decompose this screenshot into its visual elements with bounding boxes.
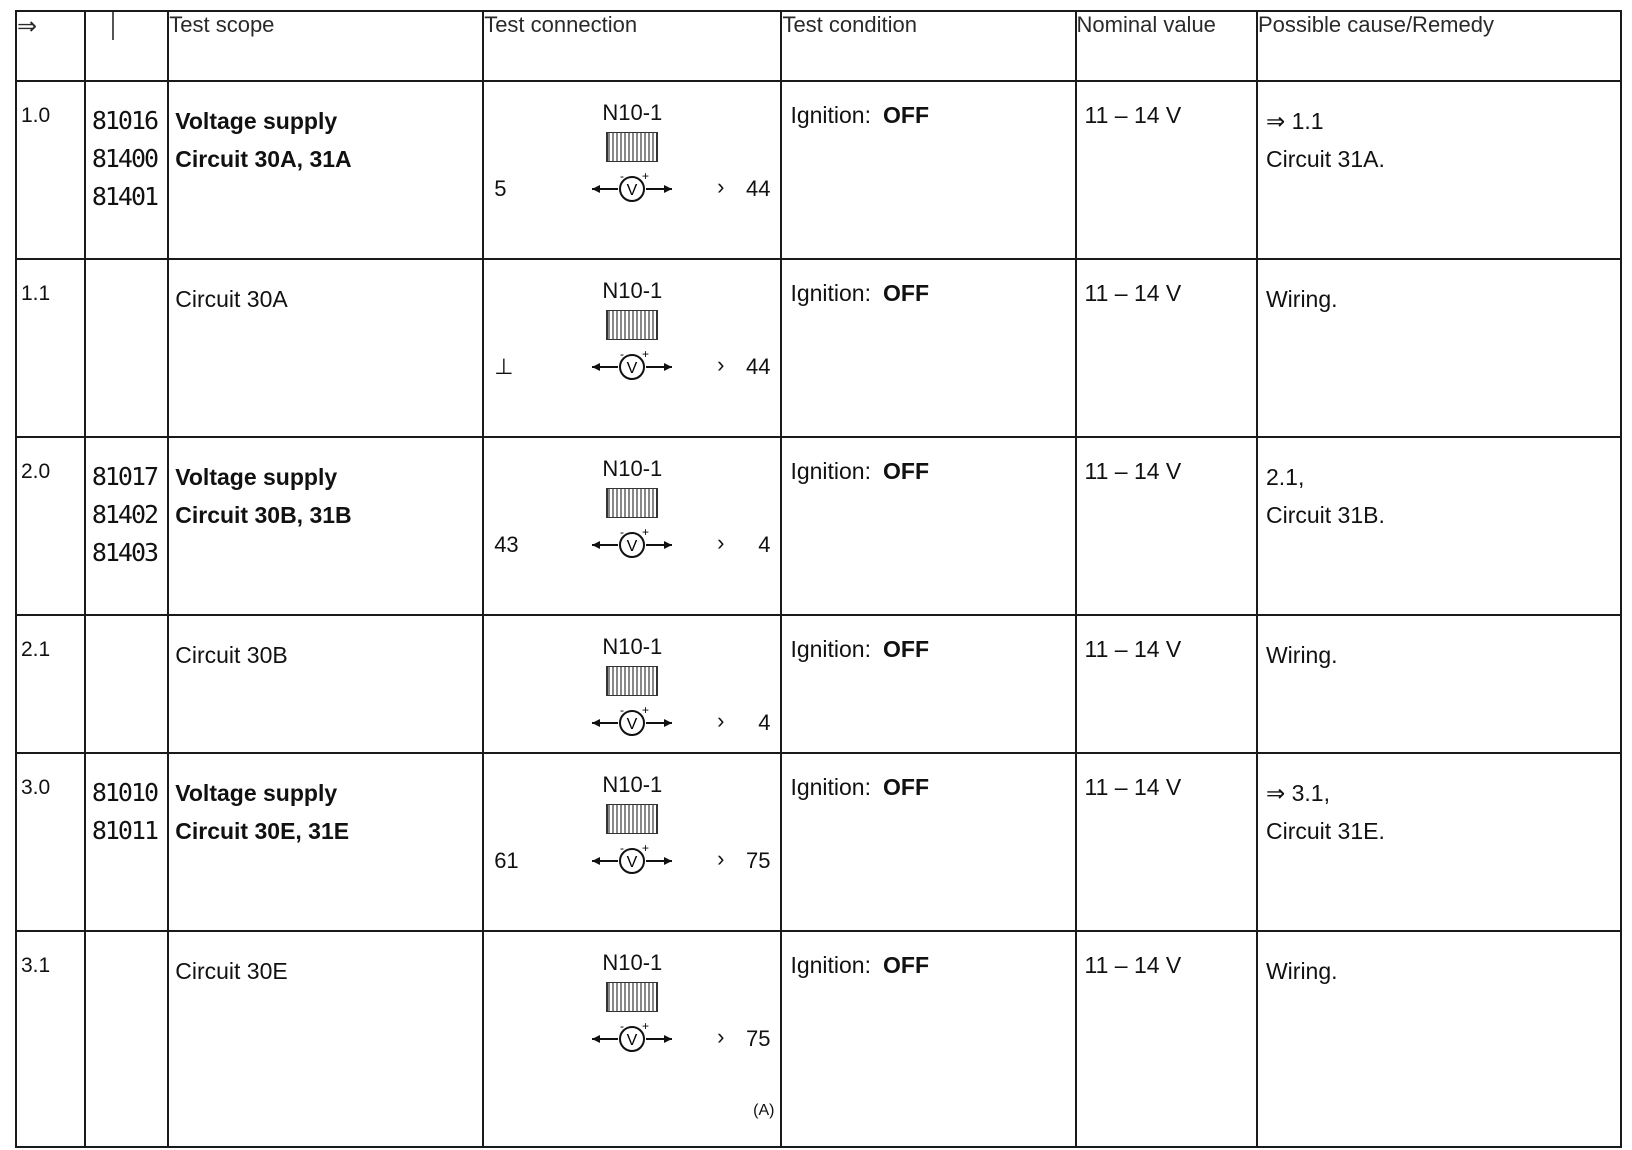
nominal-value: 11 – 14 V (1076, 437, 1257, 615)
fault-codes (85, 931, 168, 1147)
test-condition (781, 931, 1075, 1147)
test-connection (483, 437, 781, 615)
cause-line: Circuit 31A. (1265, 146, 1385, 172)
cause-line: Wiring. (1265, 642, 1338, 668)
step-number: 2.1 (16, 615, 85, 753)
header-possible-cause: Possible cause/Remedy (1257, 11, 1621, 81)
connection-diagram (484, 260, 780, 420)
test-scope-line: Voltage supply (175, 780, 338, 806)
connector-icon (606, 132, 658, 162)
connection-diagram (484, 754, 780, 914)
test-scope (168, 753, 483, 931)
voltmeter-icon (590, 350, 674, 384)
test-condition (781, 615, 1075, 753)
svg-text:-: - (620, 1022, 625, 1033)
table-row (16, 259, 1621, 437)
header-nominal-value: Nominal value (1076, 11, 1257, 81)
step-number: 1.0 (16, 81, 85, 259)
connector-label: N10-1 (602, 456, 663, 481)
connector-label: N10-1 (602, 100, 663, 125)
condition-label: Ignition: (790, 102, 871, 128)
fault-code: 81403 (91, 538, 158, 567)
table-row (16, 931, 1621, 1147)
step-number: 2.0 (16, 437, 85, 615)
fault-code: 81010 (91, 778, 158, 807)
pin-bracket-icon: › (717, 530, 725, 555)
test-scope-line: Circuit 30A, 31A (175, 146, 352, 172)
pin-left: 61 (494, 848, 519, 873)
table-row (16, 81, 1621, 259)
pin-left: 43 (494, 532, 519, 557)
test-scope (168, 259, 483, 437)
fault-codes (85, 81, 168, 259)
svg-text:-: - (620, 172, 625, 183)
svg-text:V: V (626, 538, 638, 555)
test-scope-line: Voltage supply (175, 464, 338, 490)
pin-right: 75 (745, 848, 771, 873)
connector-icon (606, 804, 658, 834)
test-scope (168, 615, 483, 753)
cause-line: Wiring. (1265, 958, 1338, 984)
fault-codes (85, 437, 168, 615)
svg-text:+: + (642, 1022, 650, 1033)
svg-text:+: + (642, 844, 650, 855)
test-condition (781, 437, 1075, 615)
header-test-connection: Test connection (483, 11, 781, 81)
connection-diagram (484, 438, 780, 598)
pin-bracket-icon: › (717, 352, 725, 377)
nominal-value: 11 – 14 V (1076, 259, 1257, 437)
condition-label: Ignition: (790, 636, 871, 662)
test-condition (781, 753, 1075, 931)
connector-icon (606, 982, 658, 1012)
possible-cause (1257, 437, 1621, 615)
fault-code: 81017 (91, 462, 158, 491)
voltmeter-icon (590, 1022, 674, 1056)
svg-text:-: - (620, 706, 625, 717)
test-scope-line: Circuit 30B (175, 642, 288, 668)
voltmeter-icon (590, 528, 674, 562)
condition-state: OFF (883, 636, 929, 662)
test-scope (168, 81, 483, 259)
pin-bracket-icon: › (717, 174, 725, 199)
svg-text:+: + (642, 706, 650, 717)
cause-line: ⇒ 1.1 (1265, 108, 1324, 134)
svg-text:-: - (620, 844, 625, 855)
step-number: 3.1 (16, 931, 85, 1147)
cause-line: Wiring. (1265, 286, 1338, 312)
pin-right: 44 (745, 354, 771, 379)
svg-text:V: V (626, 360, 638, 377)
svg-text:-: - (620, 350, 625, 361)
svg-text:V: V (626, 1032, 638, 1049)
test-connection (483, 753, 781, 931)
pin-right: 75 (745, 1026, 771, 1051)
pin-left: ⊥ (494, 354, 514, 379)
condition-state: OFF (883, 458, 929, 484)
header-test-scope: Test scope (168, 11, 483, 81)
connection-note: (A) (753, 1102, 775, 1119)
condition-label: Ignition: (790, 458, 871, 484)
table-row (16, 615, 1621, 753)
nominal-value: 11 – 14 V (1076, 753, 1257, 931)
connector-icon (606, 310, 658, 340)
test-connection (483, 931, 781, 1147)
code-column-icon (94, 12, 114, 40)
cause-line: Circuit 31E. (1265, 818, 1385, 844)
connection-diagram (484, 616, 780, 776)
condition-label: Ignition: (790, 952, 871, 978)
test-connection (483, 615, 781, 753)
connector-label: N10-1 (602, 950, 663, 975)
connection-diagram (484, 82, 780, 242)
condition-state: OFF (883, 774, 929, 800)
svg-text:+: + (642, 172, 650, 183)
fault-codes (85, 753, 168, 931)
test-condition (781, 81, 1075, 259)
condition-state: OFF (883, 280, 929, 306)
test-scope-line: Voltage supply (175, 108, 338, 134)
connection-diagram (484, 932, 780, 1119)
fault-code: 81016 (91, 106, 158, 135)
header-test-condition: Test condition (781, 11, 1075, 81)
arrow-right-icon: ⇒ (17, 13, 38, 40)
nominal-value: 11 – 14 V (1076, 931, 1257, 1147)
fault-codes (85, 259, 168, 437)
fault-codes (85, 615, 168, 753)
svg-text:+: + (642, 528, 650, 539)
test-scope-line: Circuit 30B, 31B (175, 502, 352, 528)
test-scope (168, 931, 483, 1147)
test-condition (781, 259, 1075, 437)
connector-label: N10-1 (602, 634, 663, 659)
svg-text:V: V (626, 716, 638, 733)
voltmeter-icon (590, 844, 674, 878)
cause-line: ⇒ 3.1, (1265, 780, 1330, 806)
connector-icon (606, 666, 658, 696)
cause-line: Circuit 31B. (1265, 502, 1385, 528)
test-scope (168, 437, 483, 615)
header-code-icon (85, 11, 168, 81)
nominal-value: 11 – 14 V (1076, 615, 1257, 753)
svg-text:+: + (642, 350, 650, 361)
pin-right: 44 (745, 176, 771, 201)
condition-state: OFF (883, 952, 929, 978)
fault-code: 81011 (91, 816, 158, 845)
test-scope-line: Circuit 30E (175, 958, 288, 984)
header-arrow (16, 11, 85, 81)
pin-bracket-icon: › (717, 846, 725, 871)
pin-left: 5 (494, 176, 507, 201)
table-row (16, 753, 1621, 931)
possible-cause (1257, 753, 1621, 931)
svg-text:-: - (620, 528, 625, 539)
connector-icon (606, 488, 658, 518)
possible-cause (1257, 81, 1621, 259)
step-number: 3.0 (16, 753, 85, 931)
diagnosis-table (15, 10, 1622, 1148)
fault-code: 81401 (91, 182, 158, 211)
pin-right: 4 (758, 710, 771, 735)
cause-line: 2.1, (1265, 464, 1305, 490)
table-row (16, 437, 1621, 615)
connector-label: N10-1 (602, 278, 663, 303)
pin-bracket-icon: › (717, 708, 725, 733)
condition-label: Ignition: (790, 280, 871, 306)
possible-cause (1257, 931, 1621, 1147)
possible-cause (1257, 259, 1621, 437)
table-header-row (16, 11, 1621, 81)
pin-bracket-icon: › (717, 1024, 725, 1049)
condition-label: Ignition: (790, 774, 871, 800)
voltmeter-icon (590, 706, 674, 740)
step-number: 1.1 (16, 259, 85, 437)
voltmeter-icon (590, 172, 674, 206)
pin-right: 4 (758, 532, 771, 557)
test-scope-line: Circuit 30E, 31E (175, 818, 350, 844)
possible-cause (1257, 615, 1621, 753)
test-scope-line: Circuit 30A (175, 286, 288, 312)
svg-text:V: V (626, 854, 638, 871)
test-connection (483, 259, 781, 437)
condition-state: OFF (883, 102, 929, 128)
fault-code: 81402 (91, 500, 158, 529)
connector-label: N10-1 (602, 772, 663, 797)
fault-code: 81400 (91, 144, 158, 173)
svg-text:V: V (626, 182, 638, 199)
nominal-value: 11 – 14 V (1076, 81, 1257, 259)
test-connection (483, 81, 781, 259)
